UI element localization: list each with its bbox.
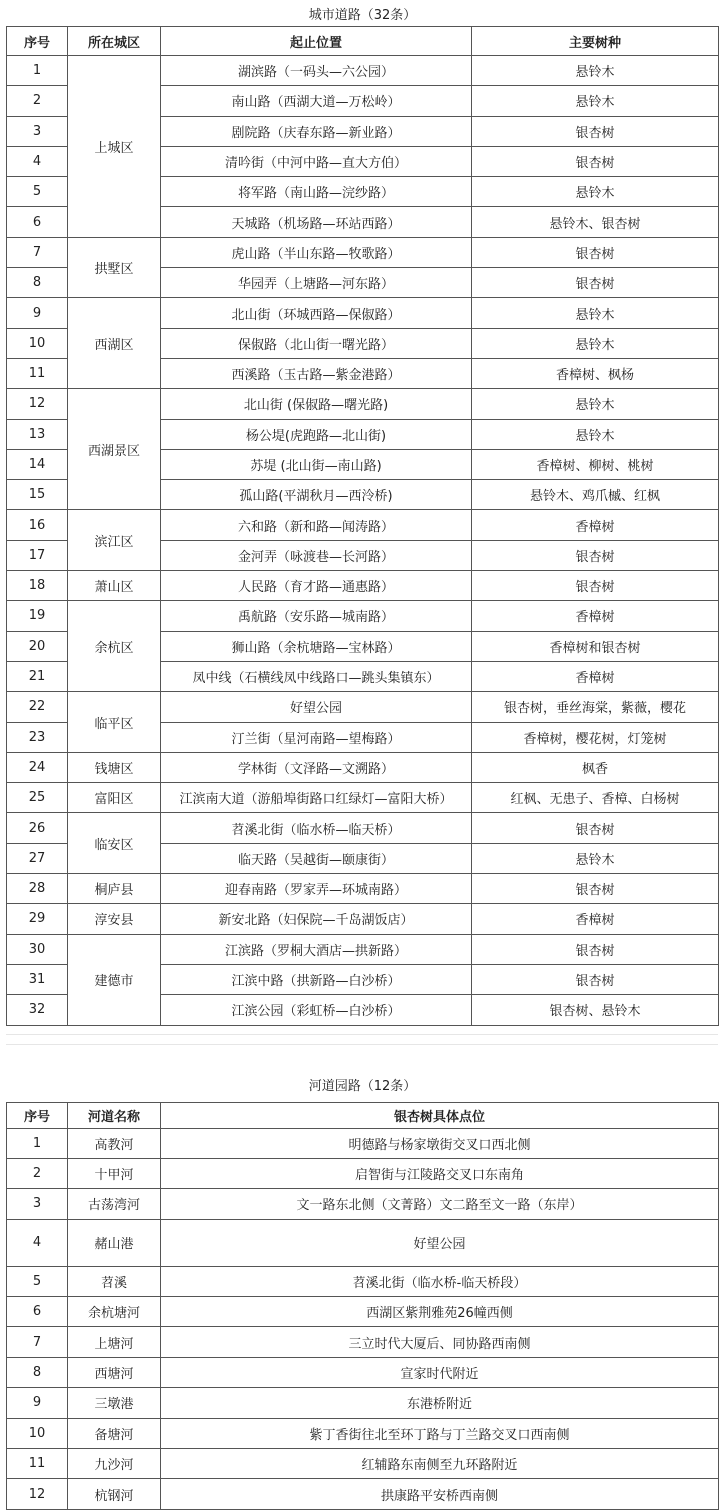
table-row [7, 298, 719, 328]
location-cell: 学林街（文泽路—文溯路） [161, 752, 472, 782]
table-row [7, 510, 719, 540]
tree-species-cell: 香樟树、柳树、桃树 [472, 449, 719, 479]
table-row [7, 1189, 719, 1219]
tree-species-cell: 银杏树 [472, 116, 719, 146]
location-cell: 将军路（南山路—浣纱路） [161, 177, 472, 207]
location-cell: 天城路（机场路—环站西路） [161, 207, 472, 237]
river-roads-table [6, 1068, 719, 1510]
row-index: 6 [7, 207, 68, 237]
row-index: 8 [7, 1357, 68, 1387]
tree-species-cell: 悬铃木 [472, 56, 719, 86]
row-index: 21 [7, 661, 68, 691]
table-row [7, 1297, 719, 1327]
ginkgo-location-cell: 东港桥附近 [161, 1388, 719, 1418]
river-name-cell: 古荡湾河 [68, 1189, 161, 1219]
table-row [7, 389, 719, 419]
table-row [7, 934, 719, 964]
district-cell: 钱塘区 [68, 752, 161, 782]
header-river-name: 河道名称 [68, 1102, 161, 1128]
city-roads-title: 城市道路（32条） [7, 0, 719, 27]
row-index: 2 [7, 86, 68, 116]
row-index: 18 [7, 571, 68, 601]
tree-species-cell: 枫香 [472, 752, 719, 782]
tree-species-cell: 悬铃木 [472, 419, 719, 449]
tree-species-cell: 银杏树 [472, 237, 719, 267]
tree-species-cell: 银杏树 [472, 874, 719, 904]
location-cell: 六和路（新和路—闻涛路） [161, 510, 472, 540]
location-cell: 清吟街（中河中路—直大方伯） [161, 146, 472, 176]
row-index: 12 [7, 389, 68, 419]
row-index: 5 [7, 177, 68, 207]
district-cell: 西湖区 [68, 298, 161, 389]
ginkgo-location-cell: 红辅路东南侧至九环路附近 [161, 1449, 719, 1479]
location-cell: 孤山路(平湖秋月—西泠桥) [161, 480, 472, 510]
tree-species-cell: 香樟树 [472, 661, 719, 691]
row-index: 23 [7, 722, 68, 752]
location-cell: 湖滨路（一码头—六公园） [161, 56, 472, 86]
location-cell: 虎山路（半山东路—牧歌路） [161, 237, 472, 267]
header-ginkgo-location: 银杏树具体点位 [161, 1102, 719, 1128]
city-roads-body [7, 0, 719, 1025]
tree-species-cell: 悬铃木 [472, 177, 719, 207]
row-index: 11 [7, 358, 68, 388]
location-cell: 江滨公园（彩虹桥—白沙桥） [161, 995, 472, 1025]
row-index: 32 [7, 995, 68, 1025]
row-index: 11 [7, 1449, 68, 1479]
river-name-cell: 西塘河 [68, 1357, 161, 1387]
table-row [7, 237, 719, 267]
row-index: 17 [7, 540, 68, 570]
table-row [7, 571, 719, 601]
row-index: 9 [7, 298, 68, 328]
district-cell: 萧山区 [68, 571, 161, 601]
district-cell: 拱墅区 [68, 237, 161, 298]
tree-species-cell: 香樟树和银杏树 [472, 631, 719, 661]
table-row [7, 56, 719, 86]
city-roads-table [6, 0, 719, 1026]
location-cell: 保俶路（北山街一曙光路） [161, 328, 472, 358]
row-index: 7 [7, 237, 68, 267]
location-cell: 好望公园 [161, 692, 472, 722]
table-row [7, 692, 719, 722]
river-roads-header-row [7, 1102, 719, 1128]
row-index: 1 [7, 1128, 68, 1158]
location-cell: 杨公堤(虎跑路—北山街) [161, 419, 472, 449]
location-cell: 北山街 (保俶路—曙光路) [161, 389, 472, 419]
location-cell: 金河弄（咏渡巷—长河路） [161, 540, 472, 570]
river-roads-title-row [7, 1068, 719, 1103]
location-cell: 苏堤 (北山街—南山路) [161, 449, 472, 479]
row-index: 4 [7, 146, 68, 176]
header-index: 序号 [7, 1102, 68, 1128]
tree-species-cell: 银杏树 [472, 934, 719, 964]
district-cell: 建德市 [68, 934, 161, 1025]
row-index: 30 [7, 934, 68, 964]
district-cell: 滨江区 [68, 510, 161, 571]
table-row [7, 1449, 719, 1479]
row-index: 3 [7, 1189, 68, 1219]
row-index: 10 [7, 328, 68, 358]
row-index: 26 [7, 813, 68, 843]
location-cell: 南山路（西湖大道—万松岭） [161, 86, 472, 116]
location-cell: 西溪路（玉古路—紫金港路） [161, 358, 472, 388]
table-row [7, 813, 719, 843]
river-name-cell: 余杭塘河 [68, 1297, 161, 1327]
table-row [7, 1388, 719, 1418]
row-index: 19 [7, 601, 68, 631]
row-index: 22 [7, 692, 68, 722]
row-index: 15 [7, 480, 68, 510]
table-row [7, 1219, 719, 1266]
tree-species-cell: 悬铃木 [472, 328, 719, 358]
row-index: 28 [7, 874, 68, 904]
header-district: 所在城区 [68, 27, 161, 56]
tree-species-cell: 银杏树 [472, 813, 719, 843]
row-index: 7 [7, 1327, 68, 1357]
row-index: 31 [7, 964, 68, 994]
table-row [7, 601, 719, 631]
tree-species-cell: 悬铃木 [472, 389, 719, 419]
district-cell: 临安区 [68, 813, 161, 874]
header-tree-species: 主要树种 [472, 27, 719, 56]
tree-species-cell: 银杏树 [472, 964, 719, 994]
tree-species-cell: 银杏树，垂丝海棠，紫薇，樱花 [472, 692, 719, 722]
district-cell: 上城区 [68, 56, 161, 238]
ginkgo-location-cell: 明德路与杨家墩街交叉口西北侧 [161, 1128, 719, 1158]
row-index: 29 [7, 904, 68, 934]
table-row [7, 1479, 719, 1509]
ginkgo-location-cell: 文一路东北侧（文菁路）文二路至文一路（东岸） [161, 1189, 719, 1219]
ginkgo-location-cell: 宣家时代附近 [161, 1357, 719, 1387]
location-cell: 狮山路（余杭塘路—宝林路） [161, 631, 472, 661]
row-index: 5 [7, 1266, 68, 1296]
river-roads-title: 河道园路（12条） [7, 1068, 719, 1103]
tree-species-cell: 悬铃木、银杏树 [472, 207, 719, 237]
row-index: 16 [7, 510, 68, 540]
row-index: 9 [7, 1388, 68, 1418]
tree-species-cell: 悬铃木 [472, 298, 719, 328]
river-name-cell: 三墩港 [68, 1388, 161, 1418]
river-name-cell: 苕溪 [68, 1266, 161, 1296]
table-row [7, 752, 719, 782]
location-cell: 江滨南大道（游船埠街路口红绿灯—富阳大桥） [161, 783, 472, 813]
river-name-cell: 高教河 [68, 1128, 161, 1158]
river-name-cell: 备塘河 [68, 1418, 161, 1448]
location-cell: 禹航路（安乐路—城南路） [161, 601, 472, 631]
row-index: 13 [7, 419, 68, 449]
row-index: 20 [7, 631, 68, 661]
row-index: 25 [7, 783, 68, 813]
tree-species-cell: 银杏树 [472, 571, 719, 601]
tree-species-cell: 香樟树，樱花树，灯笼树 [472, 722, 719, 752]
district-cell: 临平区 [68, 692, 161, 753]
row-index: 10 [7, 1418, 68, 1448]
tree-species-cell: 银杏树 [472, 540, 719, 570]
spreadsheet-sheet [6, 0, 718, 1510]
tree-species-cell: 悬铃木、鸡爪槭、红枫 [472, 480, 719, 510]
location-cell: 江滨路（罗桐大酒店—拱新路） [161, 934, 472, 964]
river-name-cell: 上塘河 [68, 1327, 161, 1357]
city-roads-title-row [7, 0, 719, 27]
header-location: 起止位置 [161, 27, 472, 56]
row-index: 14 [7, 449, 68, 479]
tree-species-cell: 银杏树 [472, 146, 719, 176]
location-cell: 汀兰街（星河南路—望梅路） [161, 722, 472, 752]
row-index: 12 [7, 1479, 68, 1509]
location-cell: 江滨中路（拱新路—白沙桥） [161, 964, 472, 994]
table-row [7, 904, 719, 934]
location-cell: 人民路（育才路—通惠路） [161, 571, 472, 601]
river-name-cell: 杭钢河 [68, 1479, 161, 1509]
tree-species-cell: 悬铃木 [472, 843, 719, 873]
district-cell: 余杭区 [68, 601, 161, 692]
location-cell: 北山街（环城西路—保俶路） [161, 298, 472, 328]
ginkgo-location-cell: 西湖区紫荆雅苑26幢西侧 [161, 1297, 719, 1327]
table-row [7, 1418, 719, 1448]
table-row [7, 783, 719, 813]
location-cell: 新安北路（妇保院—千岛湖饭店） [161, 904, 472, 934]
row-index: 8 [7, 268, 68, 298]
ginkgo-location-cell: 紫丁香街往北至环丁路与丁兰路交叉口西南侧 [161, 1418, 719, 1448]
tree-species-cell: 香樟树 [472, 601, 719, 631]
row-index: 2 [7, 1158, 68, 1188]
river-name-cell: 十甲河 [68, 1158, 161, 1188]
ginkgo-location-cell: 好望公园 [161, 1219, 719, 1266]
row-index: 24 [7, 752, 68, 782]
location-cell: 临天路（吴越街—颐康街） [161, 843, 472, 873]
location-cell: 迎春南路（罗家弄—环城南路） [161, 874, 472, 904]
location-cell: 苕溪北街（临水桥—临天桥） [161, 813, 472, 843]
row-index: 4 [7, 1219, 68, 1266]
table-row [7, 1266, 719, 1296]
table-row [7, 1327, 719, 1357]
river-name-cell: 赭山港 [68, 1219, 161, 1266]
district-cell: 淳安县 [68, 904, 161, 934]
district-cell: 西湖景区 [68, 389, 161, 510]
tree-species-cell: 银杏树、悬铃木 [472, 995, 719, 1025]
city-roads-header-row [7, 27, 719, 56]
river-name-cell: 九沙河 [68, 1449, 161, 1479]
row-index: 3 [7, 116, 68, 146]
tree-species-cell: 香樟树、枫杨 [472, 358, 719, 388]
ginkgo-location-cell: 苕溪北街（临水桥-临天桥段） [161, 1266, 719, 1296]
table-row [7, 874, 719, 904]
district-cell: 桐庐县 [68, 874, 161, 904]
row-index: 27 [7, 843, 68, 873]
district-cell: 富阳区 [68, 783, 161, 813]
row-index: 1 [7, 56, 68, 86]
ginkgo-location-cell: 三立时代大厦后、同协路西南侧 [161, 1327, 719, 1357]
table-gap [6, 1026, 718, 1068]
tree-species-cell: 银杏树 [472, 268, 719, 298]
ginkgo-location-cell: 启智街与江陵路交叉口东南角 [161, 1158, 719, 1188]
location-cell: 剧院路（庆春东路—新业路） [161, 116, 472, 146]
tree-species-cell: 香樟树 [472, 904, 719, 934]
table-row [7, 1158, 719, 1188]
row-index: 6 [7, 1297, 68, 1327]
location-cell: 华园弄（上塘路—河东路） [161, 268, 472, 298]
tree-species-cell: 红枫、无患子、香樟、白杨树 [472, 783, 719, 813]
header-index: 序号 [7, 27, 68, 56]
tree-species-cell: 悬铃木 [472, 86, 719, 116]
ginkgo-location-cell: 拱康路平安桥西南侧 [161, 1479, 719, 1509]
table-row [7, 1357, 719, 1387]
location-cell: 凤中线（石横线凤中线路口—跳头集镇东） [161, 661, 472, 691]
table-row [7, 1128, 719, 1158]
tree-species-cell: 香樟树 [472, 510, 719, 540]
river-roads-body [7, 1068, 719, 1510]
